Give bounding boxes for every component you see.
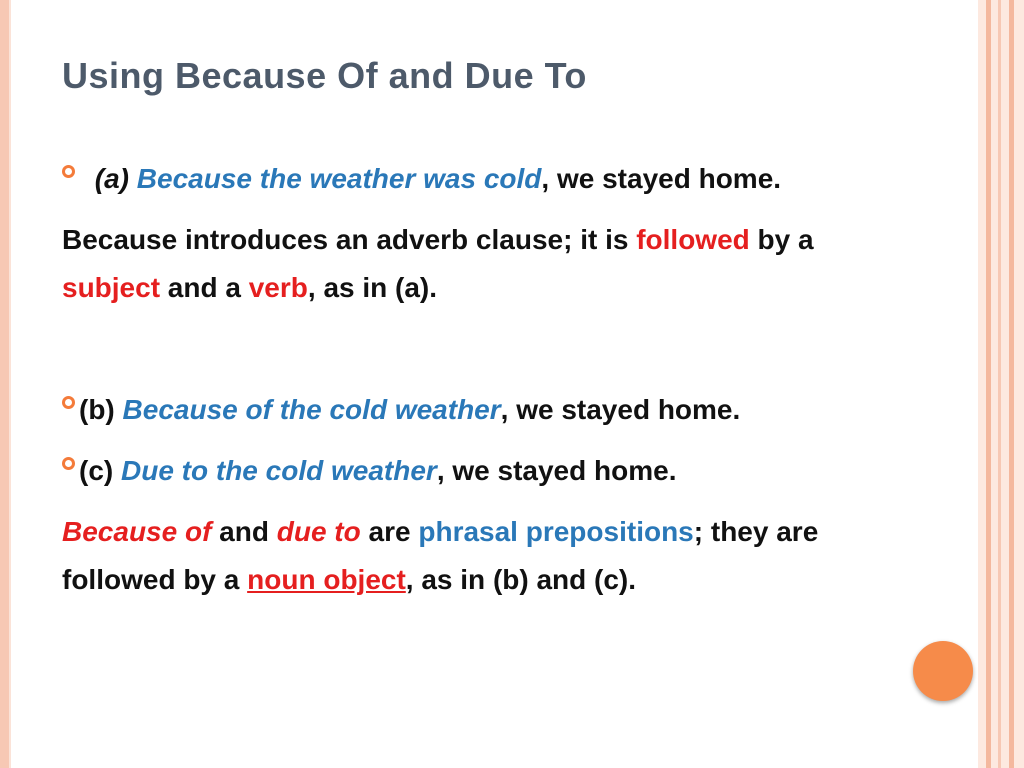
explanation-1-text: Because introduces an adverb clause; it is (62, 224, 637, 255)
example-b-rest: , we stayed home. (500, 394, 741, 425)
followed-keyword: followed (636, 224, 750, 255)
explanation-2-text: , as in (b) and (c). (405, 564, 637, 595)
explanation-2-line-1 (62, 514, 818, 550)
left-frame-border (0, 0, 9, 768)
decorative-orb (913, 641, 973, 701)
explanation-2-text: followed by a (62, 564, 248, 595)
example-c-line (62, 453, 676, 489)
example-c-label: (c) (79, 455, 121, 486)
because-of-keyword: Because of (62, 516, 212, 547)
example-c-phrase: Due to the cold weather (121, 455, 437, 486)
bullet-icon (62, 457, 75, 470)
example-a-line (62, 161, 781, 197)
explanation-1-text: and a (160, 272, 249, 303)
example-a-rest: , we stayed home. (541, 163, 782, 194)
due-to-keyword: due to (276, 516, 361, 547)
example-b-label: (b) (79, 394, 123, 425)
right-frame-stripe (986, 0, 991, 768)
example-b-line (62, 392, 740, 428)
explanation-2-text: are (360, 516, 419, 547)
slide-title: Using Because Of and Due To (62, 55, 587, 96)
subject-keyword: subject (62, 272, 161, 303)
explanation-1-line-2 (62, 270, 437, 306)
explanation-1-text: by a (749, 224, 814, 255)
explanation-2-line-2 (62, 562, 636, 598)
right-frame-stripe (998, 0, 1001, 768)
example-b-phrase: Because of the cold weather (122, 394, 501, 425)
explanation-2-text: and (211, 516, 277, 547)
bullet-icon (62, 165, 75, 178)
phrasal-prepositions-keyword: phrasal prepositions (418, 516, 694, 547)
noun-object-keyword: noun object (247, 564, 406, 595)
explanation-1-line-1 (62, 222, 814, 258)
explanation-1-text: , as in (a). (307, 272, 438, 303)
explanation-2-text: ; they are (693, 516, 819, 547)
example-a-clause: Because the weather was cold (136, 163, 542, 194)
right-frame-stripe (1009, 0, 1014, 768)
example-a-label: (a) (94, 163, 130, 194)
bullet-icon (62, 396, 75, 409)
verb-keyword: verb (248, 272, 308, 303)
right-frame-border (978, 0, 1024, 768)
example-c-rest: , we stayed home. (436, 455, 677, 486)
